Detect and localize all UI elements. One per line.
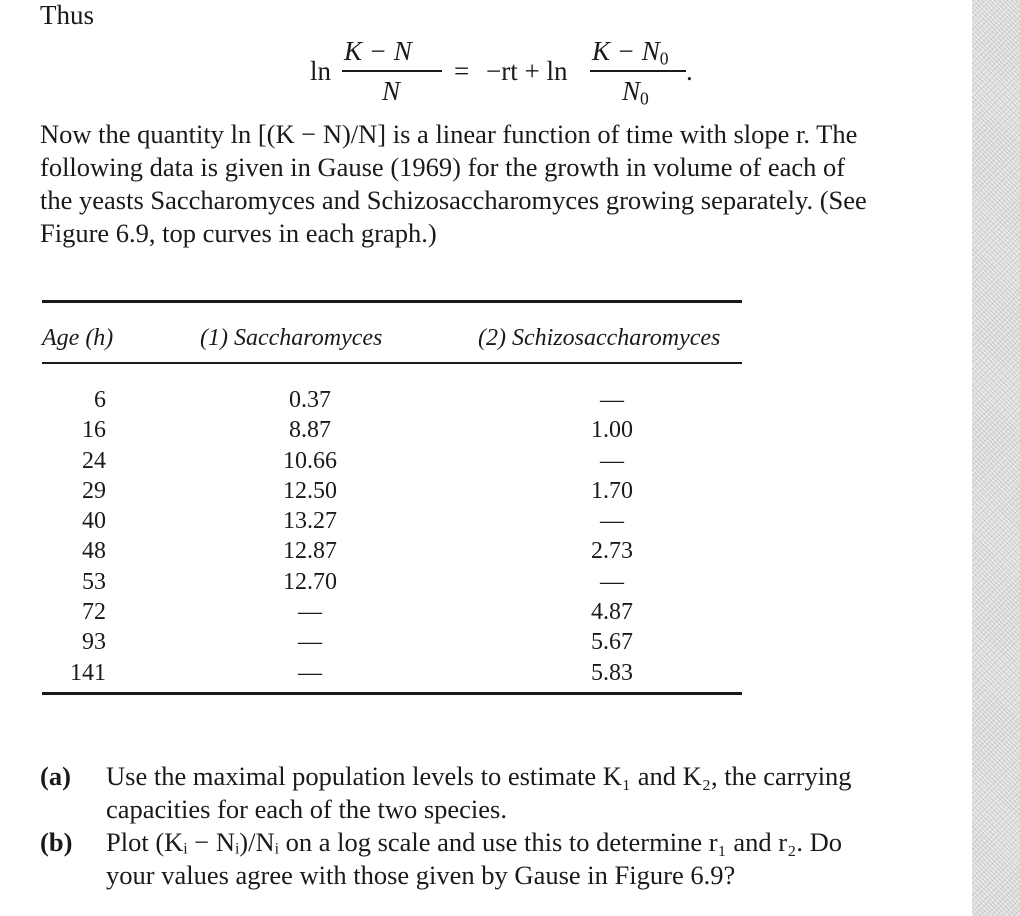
table-cell: 5.83	[591, 659, 633, 686]
table-cell: 13.27	[283, 508, 337, 535]
table-cell: 93	[82, 629, 106, 656]
equation-lhs-fraction-bar	[342, 70, 442, 72]
equation-lhs-denominator: N	[382, 76, 401, 106]
intro-word: Thus	[40, 0, 94, 30]
table-cell: 72	[82, 599, 106, 626]
equation-rhs-denominator: $N_0$	[622, 76, 649, 109]
question-text	[106, 760, 986, 826]
table-header-schizosaccharomyces: (2) Schizosaccharomyces	[478, 325, 721, 351]
table-cell: 141	[70, 659, 106, 686]
equation-ln-left: ln	[310, 56, 332, 86]
equation-rhs-fraction-bar	[590, 70, 686, 72]
table-column-schizosaccharomyces	[572, 385, 652, 688]
table-cell: 2.73	[591, 538, 633, 565]
table-cell: 12.70	[283, 568, 337, 595]
table-header-rule	[42, 362, 742, 364]
table-bottom-rule	[42, 692, 742, 695]
paragraph-line: following data is given in Gause (1969) for the growth in volume of each of	[40, 152, 846, 182]
paragraph-line: Figure 6.9, top curves in each graph.)	[40, 218, 437, 248]
table-cell: —	[298, 599, 322, 626]
question-line: capacities for each of the two species.	[106, 794, 507, 824]
body-paragraph	[40, 118, 970, 250]
table-header-age: Age (h)	[42, 325, 114, 351]
table-cell: 40	[82, 508, 106, 535]
table-cell: 5.67	[591, 629, 633, 656]
table-cell: 16	[82, 417, 106, 444]
table-column-age	[40, 385, 106, 688]
table-cell: —	[298, 659, 322, 686]
table-column-saccharomyces	[262, 385, 358, 688]
table-cell: 1.70	[591, 477, 633, 504]
table-cell: 12.87	[283, 538, 337, 565]
table-cell: —	[600, 508, 624, 535]
table-cell: 48	[82, 538, 106, 565]
table-cell: 6	[94, 387, 106, 413]
question-text	[106, 826, 986, 892]
question-line: your values agree with those given by Gause in Figure 6.9?	[106, 860, 736, 890]
table-cell: 10.66	[283, 447, 337, 474]
table-cell: —	[298, 629, 322, 656]
table-cell: 1.00	[591, 417, 633, 444]
question-label: (a)	[40, 761, 71, 791]
table-cell: 12.50	[283, 477, 337, 504]
paragraph-line: Now the quantity ln [(K − N)/N] is a linear function of time with slope r. The	[40, 119, 858, 149]
table-cell: —	[600, 447, 624, 474]
table-cell: 24	[82, 447, 106, 474]
equation-rhs-numerator: $K - N_0$	[592, 36, 669, 69]
question-line: Use the maximal population levels to estimate K₁ and K₂, the carrying	[106, 761, 852, 791]
table-top-rule	[42, 300, 742, 303]
table-cell: 0.37	[289, 387, 331, 413]
equation-equals: =	[454, 56, 470, 86]
table-header-saccharomyces: (1) Saccharomyces	[200, 325, 383, 351]
equation-lhs-numerator: K − N	[344, 36, 412, 66]
table-cell: 29	[82, 477, 106, 504]
paragraph-line: the yeasts Saccharomyces and Schizosaccharomyces growing separately. (See	[40, 185, 867, 215]
equation-rhs-term: −rt + ln	[486, 56, 568, 86]
table-cell: 53	[82, 568, 106, 595]
equation-period: .	[686, 56, 693, 86]
table-cell: 8.87	[289, 417, 331, 444]
table-cell: 4.87	[591, 599, 633, 626]
question-line: Plot (Kᵢ − Nᵢ)/Nᵢ on a log scale and use this to determine r₁ and r₂. Do	[106, 827, 843, 857]
table-cell: —	[600, 568, 624, 595]
question-label: (b)	[40, 827, 73, 857]
table-cell: —	[600, 387, 624, 413]
